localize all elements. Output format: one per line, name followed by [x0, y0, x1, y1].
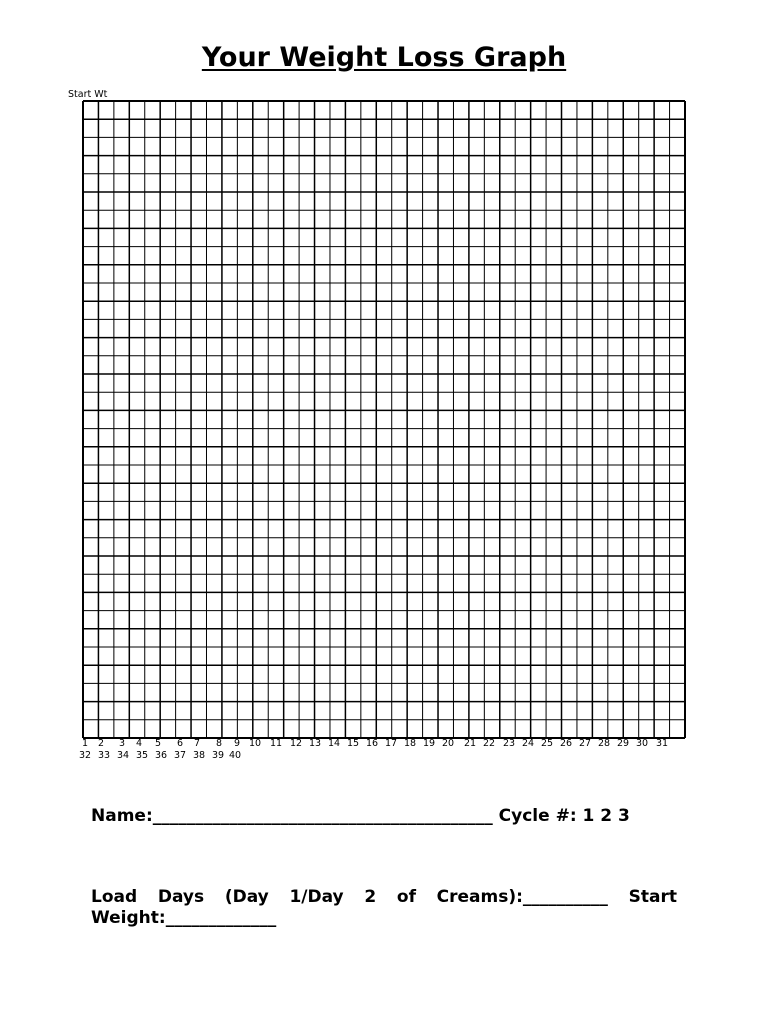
day-label: 12: [290, 738, 303, 749]
day-label: 21: [464, 738, 477, 749]
day-label: 9: [234, 738, 241, 749]
day-label: 33: [98, 750, 111, 761]
start-weight-axis-label: Start Wt: [68, 89, 108, 100]
day-label: 16: [366, 738, 379, 749]
day-label: 30: [636, 738, 649, 749]
day-label: 37: [174, 750, 187, 761]
day-label: 29: [617, 738, 630, 749]
day-label: 23: [503, 738, 516, 749]
day-label: 40: [229, 750, 242, 761]
day-label: 36: [155, 750, 168, 761]
day-label: 25: [541, 738, 554, 749]
day-label: 14: [328, 738, 341, 749]
day-label: 26: [560, 738, 573, 749]
day-label: 13: [309, 738, 322, 749]
day-label: 1: [82, 738, 89, 749]
day-label: 24: [522, 738, 535, 749]
day-label: 38: [193, 750, 206, 761]
day-label: 31: [656, 738, 669, 749]
page-title: Your Weight Loss Graph: [201, 42, 567, 73]
day-label: 28: [598, 738, 611, 749]
day-label: 19: [423, 738, 436, 749]
day-label: 39: [212, 750, 225, 761]
day-label: 18: [404, 738, 417, 749]
day-label: 27: [579, 738, 592, 749]
day-label: 34: [117, 750, 130, 761]
name-cycle-line[interactable]: Name:________________________________________ Cycle #: 1 2 3: [91, 806, 630, 826]
day-label: 3: [119, 738, 126, 749]
day-label: 15: [347, 738, 360, 749]
day-label: 17: [385, 738, 398, 749]
day-label: 11: [270, 738, 283, 749]
day-label: 20: [442, 738, 455, 749]
day-label: 10: [249, 738, 262, 749]
day-label: 35: [136, 750, 149, 761]
day-label: 5: [155, 738, 162, 749]
day-label: 4: [136, 738, 143, 749]
day-label: 6: [177, 738, 184, 749]
day-label: 7: [194, 738, 201, 749]
day-label: 32: [79, 750, 92, 761]
day-label: 22: [483, 738, 496, 749]
day-label: 2: [98, 738, 105, 749]
weight-loss-grid: [82, 100, 686, 740]
day-label: 8: [216, 738, 223, 749]
load-days-start-weight-line[interactable]: Load Days (Day 1/Day 2 of Creams):__________ Start Weight:_____________: [91, 887, 677, 928]
